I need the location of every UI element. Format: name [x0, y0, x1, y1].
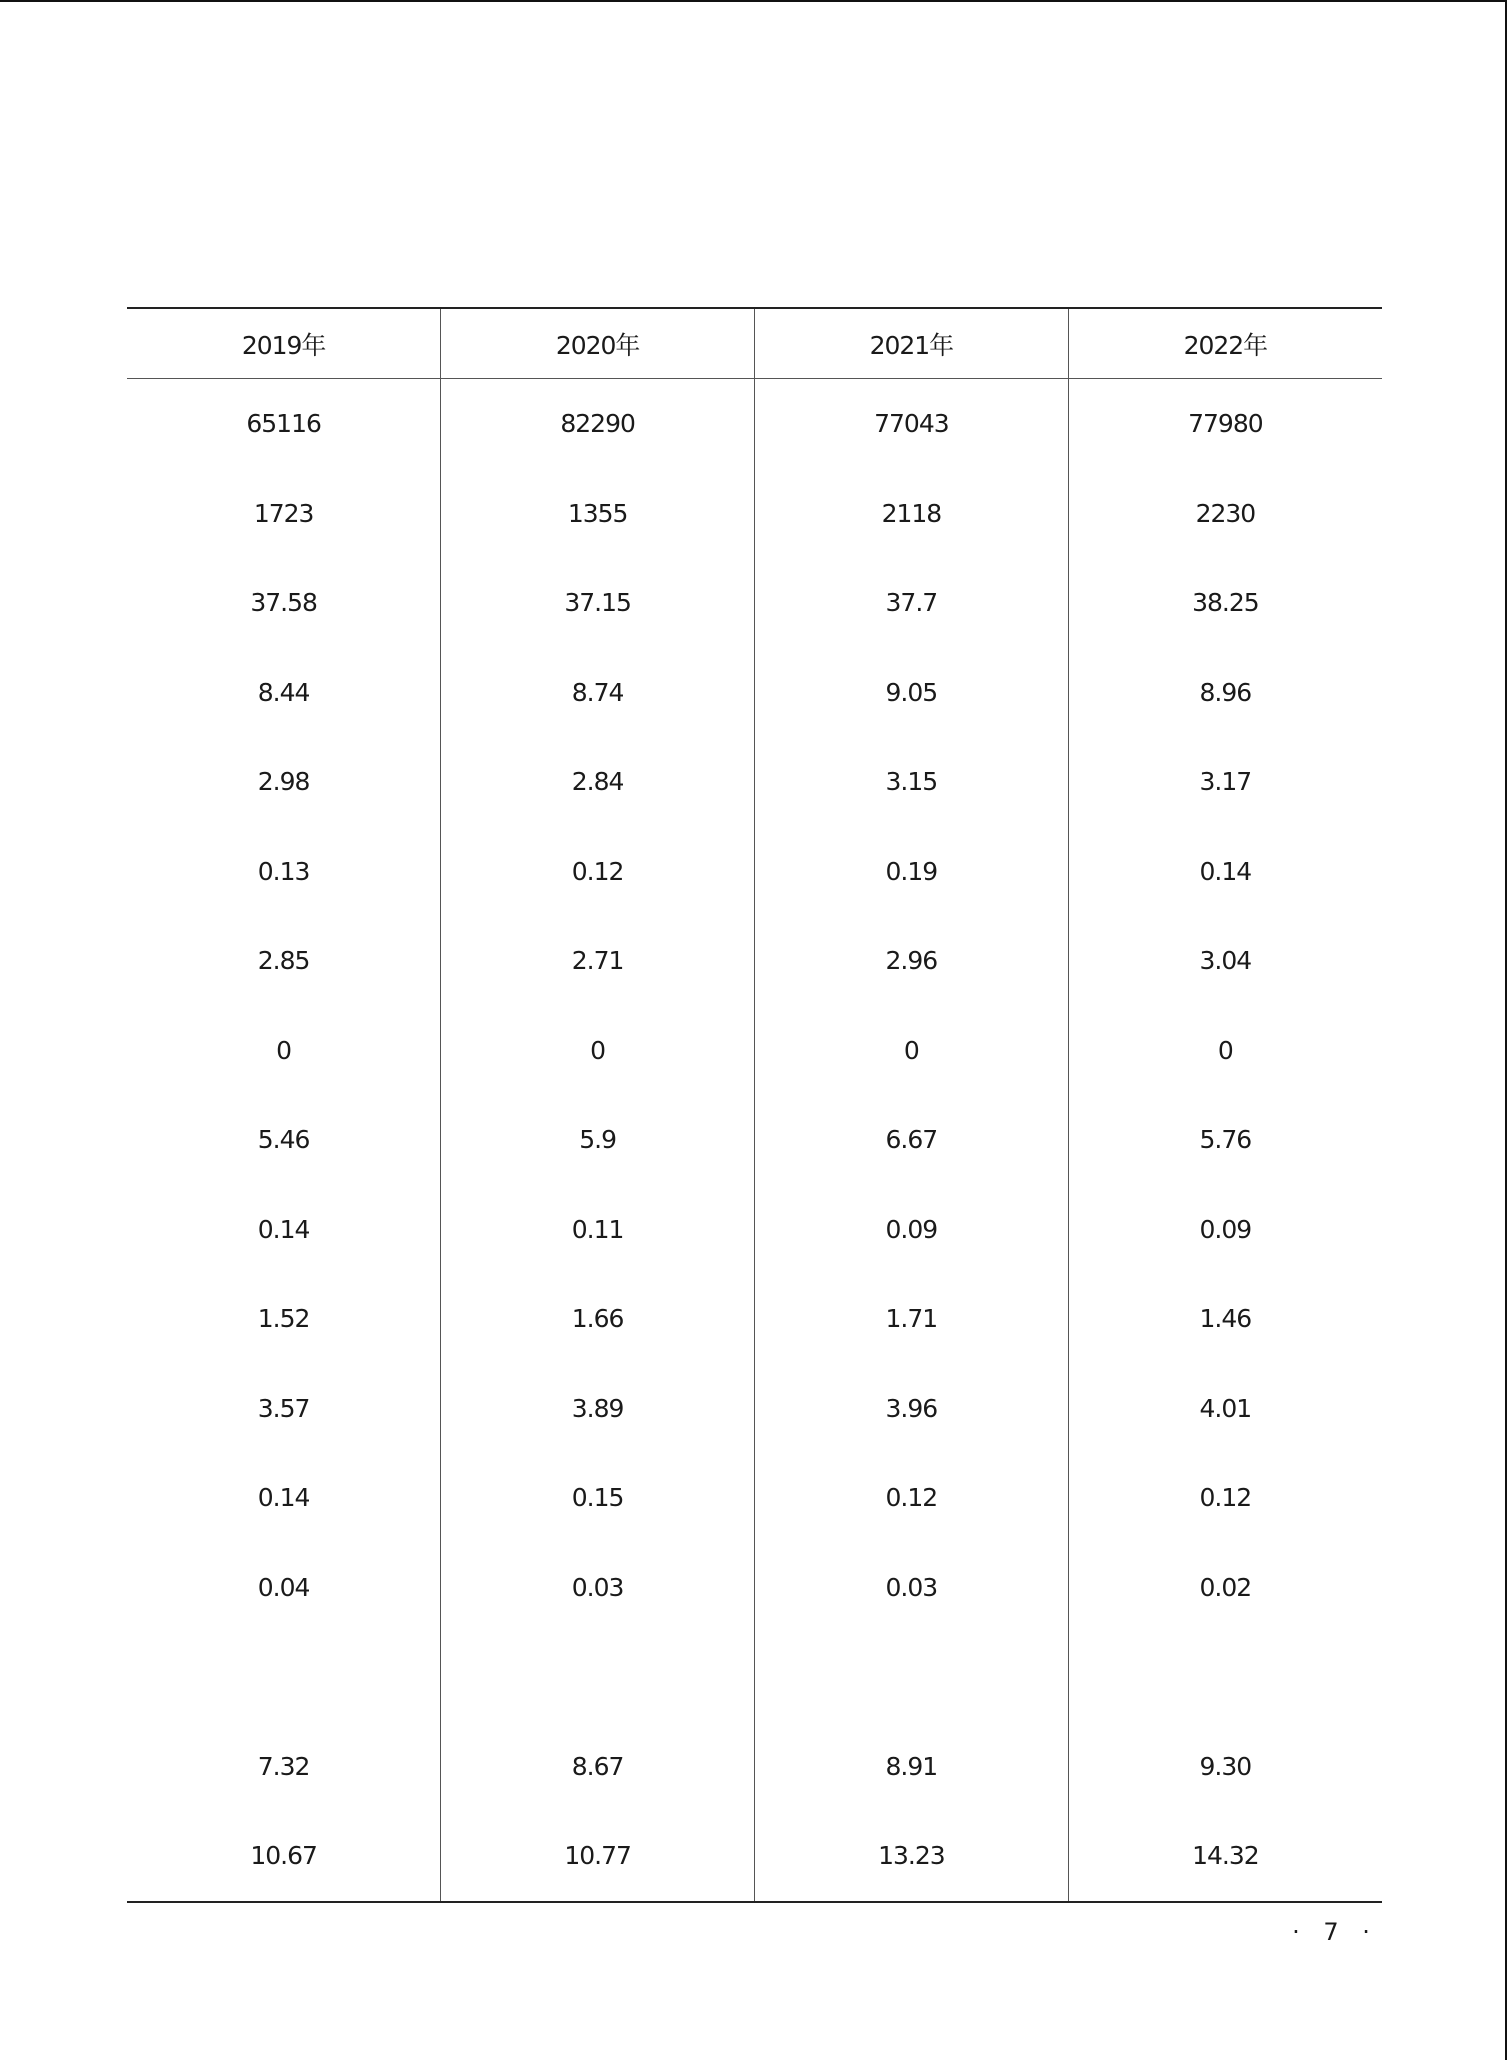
table-cell: 0.11	[441, 1185, 755, 1275]
table-cell: 8.91	[755, 1722, 1069, 1812]
table-cell: 82290	[441, 379, 755, 469]
table-cell	[1068, 1632, 1382, 1722]
table-row	[127, 916, 1382, 1006]
table-cell: 1.66	[441, 1274, 755, 1364]
table-row	[127, 558, 1382, 648]
table-cell: 0.09	[1068, 1185, 1382, 1275]
header-row	[127, 308, 1382, 379]
table-cell	[441, 1632, 755, 1722]
table-cell: 2.96	[755, 916, 1069, 1006]
table-cell: 8.44	[257, 677, 310, 707]
table-cell: 0	[755, 1006, 1069, 1096]
table-row-empty	[127, 1632, 1382, 1722]
table-row	[127, 827, 1382, 917]
table-row	[127, 737, 1382, 827]
table-cell: 5.46	[257, 1125, 310, 1155]
header-2021: 2021年	[755, 308, 1069, 379]
page-number: · 7 ·	[1292, 1918, 1378, 1946]
table-cell: 77043	[755, 379, 1069, 469]
table-cell: 0.02	[1068, 1543, 1382, 1633]
table-cell: 2.84	[441, 737, 755, 827]
table-cell: 8.74	[441, 648, 755, 738]
table-cell: 2230	[1068, 469, 1382, 559]
table-row	[127, 1811, 1382, 1902]
table-cell: 0.12	[1068, 1453, 1382, 1543]
table-row	[127, 1185, 1382, 1275]
table-cell: 8.96	[1068, 648, 1382, 738]
table-cell: 0.04	[257, 1572, 310, 1602]
table-cell: 9.30	[1068, 1722, 1382, 1812]
table-cell: 1.71	[755, 1274, 1069, 1364]
table-cell: 0	[1068, 1006, 1382, 1096]
table-cell: 5.9	[441, 1095, 755, 1185]
table-cell: 4.01	[1068, 1364, 1382, 1454]
table-cell: 77980	[1068, 379, 1382, 469]
table-cell: 38.25	[1068, 558, 1382, 648]
table-cell	[127, 1632, 441, 1722]
table-cell: 0.03	[441, 1543, 755, 1633]
table-cell: 10.77	[441, 1811, 755, 1902]
table-cell: 0.03	[755, 1543, 1069, 1633]
table-row	[127, 648, 1382, 738]
table-cell: 0.13	[257, 856, 310, 886]
table-row	[127, 379, 1382, 469]
table-cell: 3.57	[257, 1393, 310, 1423]
table-cell: 0.14	[1068, 827, 1382, 917]
table-cell: 0.12	[441, 827, 755, 917]
table-cell: 3.15	[755, 737, 1069, 827]
table-cell: 0	[276, 1035, 292, 1065]
table-cell: 0.09	[755, 1185, 1069, 1275]
table-cell: 2.98	[257, 767, 310, 797]
table-cell: 0.19	[755, 827, 1069, 917]
table-cell: 37.7	[755, 558, 1069, 648]
table-cell: 3.17	[1068, 737, 1382, 827]
table-cell: 9.05	[755, 648, 1069, 738]
table-cell: 0.14	[257, 1483, 310, 1513]
table-cell: 3.89	[441, 1364, 755, 1454]
table-cell: 1723	[253, 498, 314, 528]
table-cell: 13.23	[755, 1811, 1069, 1902]
table-cell: 14.32	[1068, 1811, 1382, 1902]
table-cell: 6.67	[755, 1095, 1069, 1185]
header-2019: 2019年	[127, 308, 441, 379]
table-cell: 3.96	[755, 1364, 1069, 1454]
table-cell	[755, 1632, 1069, 1722]
table-row	[127, 1722, 1382, 1812]
header-2020: 2020年	[441, 308, 755, 379]
table-cell: 0.12	[755, 1453, 1069, 1543]
table-row	[127, 1274, 1382, 1364]
table-row	[127, 1543, 1382, 1633]
table-cell: 0	[441, 1006, 755, 1096]
table-cell: 37.15	[441, 558, 755, 648]
table-row	[127, 1453, 1382, 1543]
table-row	[127, 1364, 1382, 1454]
table-cell: 2.85	[257, 946, 310, 976]
table-row	[127, 469, 1382, 559]
table-cell: 0.14	[257, 1214, 310, 1244]
table-row	[127, 1006, 1382, 1096]
table-cell: 37.58	[250, 588, 317, 618]
table-cell: 7.32	[257, 1751, 310, 1781]
data-table	[127, 307, 1382, 1903]
table-cell: 5.76	[1068, 1095, 1382, 1185]
table-cell: 2118	[755, 469, 1069, 559]
table-cell: 2.71	[441, 916, 755, 1006]
table-cell: 10.67	[127, 1811, 441, 1902]
table-cell: 1355	[441, 469, 755, 559]
table-cell: 65116	[246, 409, 321, 439]
table-row	[127, 1095, 1382, 1185]
table-cell: 0.15	[441, 1453, 755, 1543]
table-cell: 3.04	[1068, 916, 1382, 1006]
header-2022: 2022年	[1068, 308, 1382, 379]
table-cell: 8.67	[441, 1722, 755, 1812]
table-cell: 1.46	[1068, 1274, 1382, 1364]
table-cell: 1.52	[257, 1304, 310, 1334]
